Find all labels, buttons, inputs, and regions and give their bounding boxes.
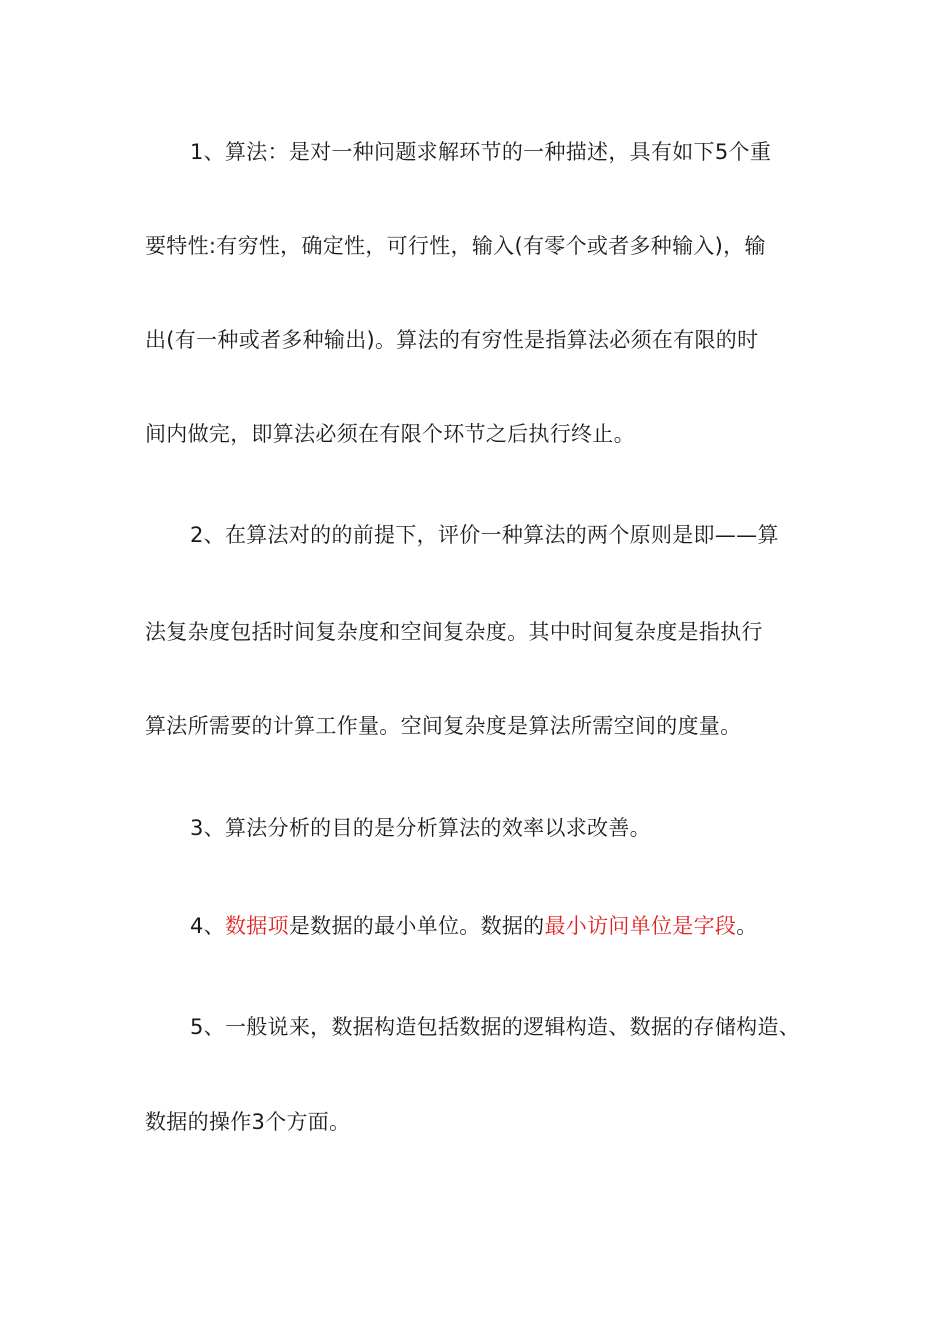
paragraph-2-line-3: 算法所需要的计算工作量。空间复杂度是算法所需空间的度量。 (145, 714, 742, 738)
paragraph-4-text: 是数据的最小单位。数据的 (288, 914, 545, 938)
paragraph-1-line-3: 出(有一种或者多种输出)。算法的有穷性是指算法必须在有限的时 (145, 328, 759, 352)
paragraph-2-line-1: 2、在算法对的的前提下，评价一种算法的两个原则是即——算 (190, 523, 779, 547)
paragraph-1-line-4: 间内做完，即算法必须在有限个环节之后执行终止。 (145, 422, 635, 446)
paragraph-4-number: 4、 (190, 914, 225, 938)
paragraph-2-line-2: 法复杂度包括时间复杂度和空间复杂度。其中时间复杂度是指执行 (145, 620, 763, 644)
paragraph-4-end: 。 (736, 914, 758, 938)
paragraph-1-line-1: 1、算法：是对一种问题求解环节的一种描述，具有如下5个重 (190, 140, 772, 164)
paragraph-5-line-2: 数据的操作3个方面。 (145, 1110, 351, 1134)
highlight-data-item: 数据项 (224, 914, 289, 938)
paragraph-4-line-1 (190, 906, 880, 946)
paragraph-5-line-1: 5、一般说来，数据构造包括数据的逻辑构造、数据的存储构造、 (190, 1015, 801, 1039)
highlight-min-access-unit: 最小访问单位是字段 (544, 914, 737, 938)
paragraph-3-line-1: 3、算法分析的目的是分析算法的效率以求改善。 (190, 816, 651, 840)
paragraph-1-line-2: 要特性:有穷性，确定性，可行性，输入(有零个或者多种输入)，输 (145, 234, 766, 258)
